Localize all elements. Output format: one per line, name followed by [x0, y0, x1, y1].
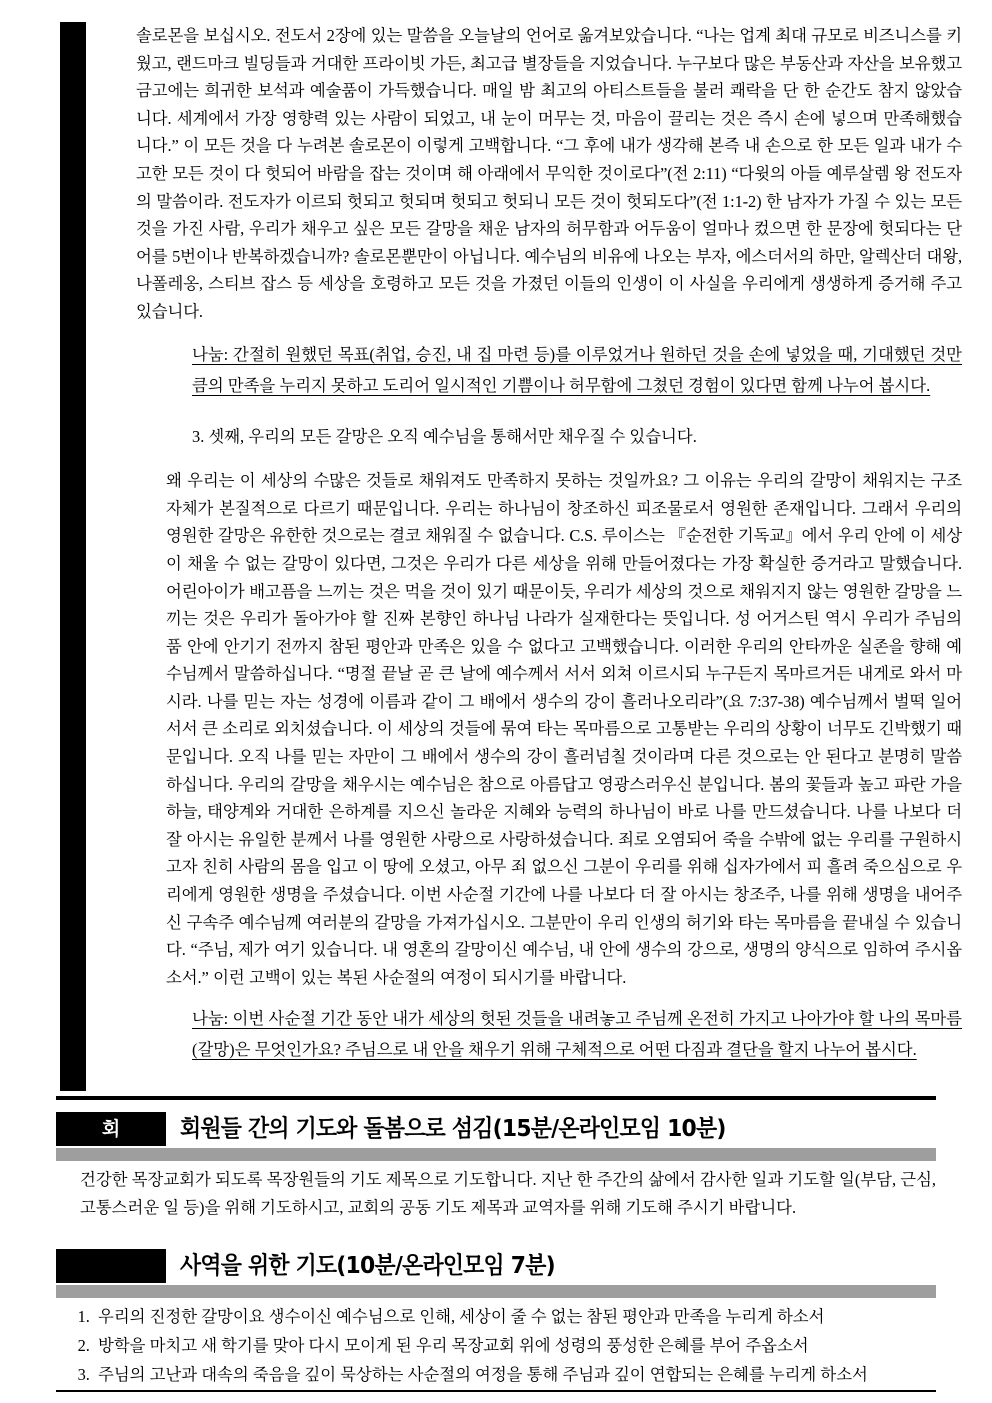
prayer-list-item: 2. 방학을 마치고 새 학기를 맞아 다시 모이게 된 우리 목장교회 위에 성령의 풍성한 은혜를 부어 주옵소서 [94, 1331, 936, 1360]
section-1-body-text: 건강한 목장교회가 되도록 목장원들의 기도 제목으로 기도합니다. 지난 한 주간의 삶에서 감사한 일과 기도할 일(부담, 근심, 고통스러운 일 등)을 위해 기도하시고, 교회의 공동 기도 제목과 교역자를 위해 기도해 주시기 바랍니다. [80, 1170, 936, 1217]
body-paragraph-1: 솔로몬을 보십시오. 전도서 2장에 있는 말씀을 오늘날의 언어로 옮겨보았습니다. “나는 업계 최대 규모로 비즈니스를 키웠고, 랜드마크 빌딩들과 거대한 프라이빗 가든, 최고급 별장들을 지었습니다. 누구보다 많은 부동산과 자산을 보유했고 금고에는 희귀한 보석과 예술품이 가득했습니다. 매일 밤 최고의 아티스트들을 불러 쾌락을 단 한 순간도 참지 않았습니다. 세계에서 가장 영향력 있는 사람이 되었고, 내 눈이 머무는 것, 마음이 끌리는 것은 즉시 손에 넣으며 만족해했습니다.” 이 모든 것을 다 누려본 솔로몬이 이렇게 고백합니다. “그 후에 내가 생각해 본즉 내 손으로 한 모든 일과 내가 수고한 모든 것이 다 헛되어 바람을 잡는 것이며 해 아래에서 무익한 것이로다”(전 2:11) “다윗의 아들 예루살렘 왕 전도자의 말씀이라. 전도자가 이르되 헛되고 헛되며 헛되고 헛되니 모든 것이 헛되도다”(전 1:1-2) 한 남자가 가질 수 있는 모든 것을 가진 사람, 우리가 채우고 싶은 모든 갈망을 채운 남자의 허무함과 어두움이 얼마나 컸으면 한 문장에 헛되다는 단어를 5번이나 반복하겠습니까? 솔로몬뿐만이 아닙니다. 예수님의 비유에 나오는 부자, 에스더서의 하만, 알렉산더 대왕, 나폴레옹, 스티브 잡스 등 세상을 호령하고 모든 것을 가졌던 이들의 인생이 이 사실을 우리에게 생생하게 증거해 주고 있습니다. [136, 26, 962, 321]
sharing-prompt-2: 나눔: 이번 사순절 기간 동안 내가 세상의 헛된 것들을 내려놓고 주님께 온전히 가지고 나아가야 할 나의 목마름(갈망)은 무엇인가요? 주님으로 내 안을 채우기 위해 구체적으로 어떤 다짐과 결단을 할지 나누어 봅시다. [192, 1009, 962, 1060]
section-2-gray-bar [56, 1285, 936, 1298]
page-bottom-rule [56, 1390, 936, 1392]
section-1-title: 회원들 간의 기도와 돌봄으로 섬김(15분/온라인모임 10분) [180, 1114, 726, 1142]
sharing-prompt-1: 나눔: 간절히 원했던 목표(취업, 승진, 내 집 마련 등)를 이루었거나 원하던 것을 손에 넣었을 때, 기대했던 것만큼의 만족을 누리지 못하고 도리어 일시적인 기쁨이나 허무함에 그쳤던 경험이 있다면 함께 나누어 봅시다. [192, 344, 962, 395]
section-ministry-prayer [56, 1249, 936, 1389]
section-1-gray-bar [56, 1148, 936, 1161]
section-2-title: 사역을 위한 기도(10분/온라인모임 7분) [180, 1251, 555, 1280]
section-2-header [56, 1249, 936, 1283]
section-1-tag-badge: 회 [56, 1112, 166, 1146]
section-1-header [56, 1112, 936, 1146]
document-bottom-block [0, 1096, 992, 1392]
prayer-list-item: 1. 우리의 진정한 갈망이요 생수이신 예수님으로 인해, 세상이 줄 수 없는 참된 평안과 만족을 누리게 하소서 [94, 1302, 936, 1331]
prayer-list-item: 3. 주님의 고난과 대속의 죽음을 깊이 묵상하는 사순절의 여정을 통해 주님과 깊이 연합되는 은혜를 누리게 하소서 [94, 1360, 936, 1389]
prayer-request-list [56, 1302, 936, 1389]
body-paragraph-2-wrap [136, 467, 962, 991]
section-fellowship-prayer [56, 1112, 936, 1221]
top-text-column [136, 22, 962, 1065]
section-2-tag-badge [56, 1249, 166, 1283]
left-margin-rule [60, 22, 86, 1091]
outline-heading-3: 3. 셋째, 우리의 모든 갈망은 오직 예수님을 통해서만 채우질 수 있습니다. [192, 426, 697, 446]
body-paragraph-2: 왜 우리는 이 세상의 수많은 것들로 채워져도 만족하지 못하는 것일까요? 그 이유는 우리의 갈망이 채워지는 구조 자체가 본질적으로 다르기 때문입니다. 우리는 하나님이 창조하신 피조물로서 영원한 존재입니다. 그래서 우리의 영원한 갈망은 유한한 것으로는 결코 채워질 수 없습니다. C.S. 루이스는 『순전한 기독교』에서 우리 안에 이 세상이 채울 수 없는 갈망이 있다면, 그것은 우리가 다른 세상을 위해 만들어졌다는 가장 확실한 증거라고 말했습니다. 어린아이가 배고픔을 느끼는 것은 먹을 것이 있기 때문이듯, 우리가 세상의 것으로 채워지지 않는 영원한 갈망을 느끼는 것은 우리가 돌아가야 할 진짜 본향인 하나님 나라가 실재한다는 뜻입니다. 성 어거스틴 역시 우리가 주님의 품 안에 안기기 전까지 참된 평안과 만족은 있을 수 없다고 고백했습니다. 이러한 우리의 안타까운 실존을 향해 예수님께서 말씀하십니다. “명절 끝날 곧 큰 날에 예수께서 서서 외쳐 이르시되 누구든지 목마르거든 내게로 와서 마시라. 나를 믿는 자는 성경에 이름과 같이 그 배에서 생수의 강이 흘러나오리라”(요 7:37-38) 예수님께서 벌떡 일어서서 큰 소리로 외치셨습니다. 이 세상의 것들에 묶여 타는 목마름으로 고통받는 우리의 상황이 너무도 긴박했기 때문입니다. 오직 나를 믿는 자만이 그 배에서 생수의 강이 흘러넘칠 것이라며 다른 것으로는 안 된다고 분명히 말씀하십니다. 우리의 갈망을 채우시는 예수님은 참으로 아름답고 영광스러우신 분입니다. 봄의 꽃들과 높고 파란 가을 하늘, 태양계와 거대한 은하계를 지으신 놀라운 지혜와 능력의 하나님이 바로 나를 만드셨습니다. 나를 나보다 더 잘 아시는 유일한 분께서 나를 영원한 사랑으로 사랑하셨습니다. 죄로 오염되어 죽을 수밖에 없는 우리를 구원하시고자 친히 사람의 몸을 입고 이 땅에 오셨고, 아무 죄 없으신 그분이 우리를 위해 십자가에서 피 흘려 죽으심으로 우리에게 영원한 생명을 주셨습니다. 이번 사순절 기간에 나를 나보다 더 잘 아시는 창조주, 나를 위해 생명을 내어주신 구속주 예수님께 여러분의 갈망을 가져가십시오. 그분만이 우리 인생의 허기와 타는 목마름을 끝내실 수 있습니다. “주님, 제가 여기 있습니다. 내 영혼의 갈망이신 예수님, 내 안에 생수의 강으로, 생명의 양식으로 임하여 주시옵소서.” 이런 고백이 있는 복된 사순절의 여정이 되시기를 바랍니다. [166, 471, 962, 987]
